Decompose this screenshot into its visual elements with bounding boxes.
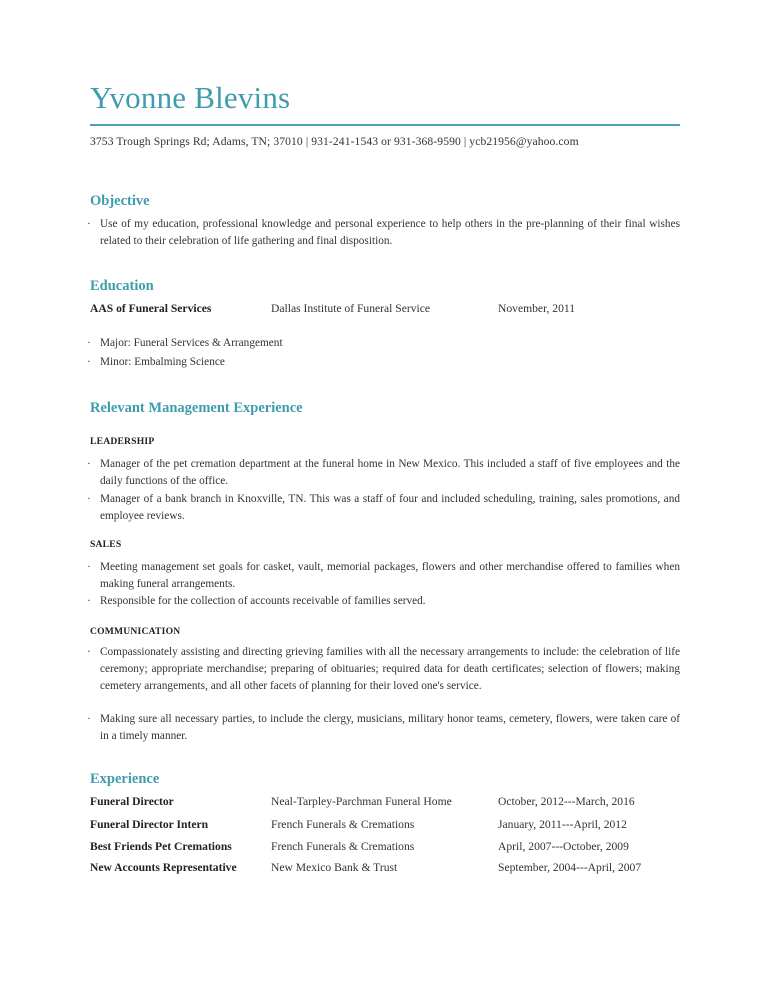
- employer: New Mexico Bank & Trust: [271, 861, 398, 874]
- communication-item: · Compassionately assisting and directing grieving families with all the necessary arrangements to include: the celebration of life ceremony; appropriate merchandise; preparing of obituaries; required data for death certificates; selection of flowers; making cemetery arrangements, and all other facets of planning for their loved one's service.: [87, 646, 680, 692]
- bullet-icon: ·: [87, 595, 91, 607]
- leadership-item: · Manager of the pet cremation department at the funeral home in New Mexico. This included a staff of five employees and the daily functions of the office.: [87, 458, 680, 487]
- education-item: · Minor: Embalming Science: [90, 354, 680, 371]
- education-item: · Major: Funeral Services & Arrangement: [90, 335, 680, 352]
- bullet-icon: ·: [87, 713, 91, 725]
- job-title: Funeral Director: [90, 795, 174, 808]
- sales-label: SALES: [90, 539, 122, 550]
- experience-row: [90, 795, 680, 813]
- job-dates: September, 2004---April, 2007: [498, 861, 642, 874]
- graduation-date: November, 2011: [498, 302, 576, 315]
- job-title: Funeral Director Intern: [90, 818, 209, 831]
- bullet-icon: ·: [87, 493, 91, 505]
- job-dates: October, 2012---March, 2016: [498, 795, 635, 808]
- experience-row: [90, 840, 680, 858]
- education-heading: Education: [90, 278, 154, 294]
- header-divider: [90, 124, 680, 126]
- bullet-icon: ·: [87, 337, 91, 349]
- leadership-item: · Manager of a bank branch in Knoxville, TN. This was a staff of four and included scheduling, training, sales promotions, and employee reviews.: [87, 493, 680, 522]
- experience-row: [90, 818, 680, 836]
- bullet-icon: ·: [87, 646, 91, 658]
- applicant-name: Yvonne Blevins: [90, 80, 291, 115]
- bullet-icon: ·: [87, 458, 91, 470]
- objective-heading: Objective: [90, 193, 150, 209]
- job-dates: April, 2007---October, 2009: [498, 840, 629, 853]
- sales-item: · Responsible for the collection of accounts receivable of families served.: [90, 593, 680, 610]
- sales-item: · Meeting management set goals for casket, vault, memorial packages, flowers and other merchandise offered to families when making funeral arrangements.: [87, 561, 680, 590]
- experience-row: [90, 861, 680, 879]
- communication-label: COMMUNICATION: [90, 626, 181, 637]
- employer: French Funerals & Cremations: [271, 840, 415, 853]
- bullet-icon: ·: [87, 356, 91, 368]
- degree: AAS of Funeral Services: [90, 302, 212, 315]
- job-title: New Accounts Representative: [90, 861, 237, 874]
- job-title: Best Friends Pet Cremations: [90, 840, 232, 853]
- management-heading: Relevant Management Experience: [90, 400, 303, 416]
- contact-line: 3753 Trough Springs Rd; Adams, TN; 37010 | 931-241-1543 or 931-368-9590 | ycb21956@yahoo.com: [90, 135, 579, 148]
- employer: French Funerals & Cremations: [271, 818, 415, 831]
- bullet-icon: ·: [87, 561, 91, 573]
- job-dates: January, 2011---April, 2012: [498, 818, 627, 831]
- objective-item: · Use of my education, professional knowledge and personal experience to help others in the pre-planning of their final wishes related to their celebration of life gathering and final disposition.: [87, 218, 680, 247]
- leadership-label: LEADERSHIP: [90, 436, 155, 447]
- school: Dallas Institute of Funeral Service: [271, 302, 431, 315]
- experience-heading: Experience: [90, 771, 160, 787]
- employer: Neal-Tarpley-Parchman Funeral Home: [271, 795, 452, 808]
- bullet-icon: ·: [87, 218, 91, 230]
- communication-item: · Making sure all necessary parties, to include the clergy, musicians, military honor teams, cemetery, flowers, were taken care of in a timely manner.: [87, 713, 680, 742]
- education-row: [90, 302, 680, 320]
